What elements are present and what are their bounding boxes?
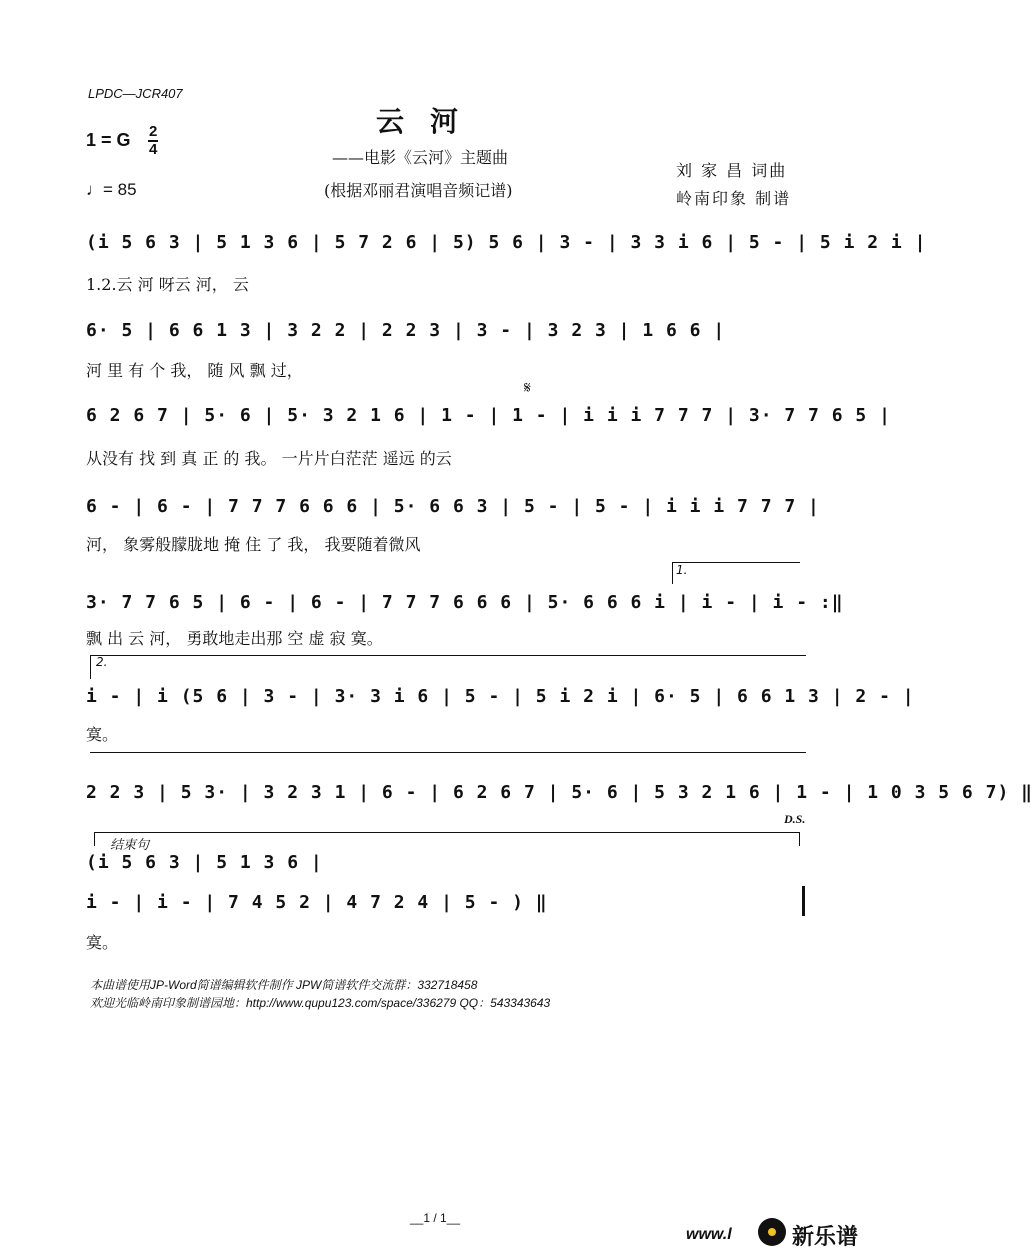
lyrics-line-4: 河， 象雾般朦胧地 掩 住 了 我， 我要随着微风 xyxy=(86,535,421,554)
arranger-credit: 岭南印象 制谱 xyxy=(676,189,792,208)
coda-bracket-left xyxy=(94,832,95,846)
volta-2-bracket-left xyxy=(90,655,91,679)
volta-2-bracket xyxy=(90,655,806,656)
notation-line-6: i - | i (5 6 | 3 - | 3· 3 i 6 | 5 - | 5 i 2 i | 6· 5 | 6 6 1 3 | 2 - | xyxy=(86,686,915,707)
volta-2-bracket-continued xyxy=(90,752,806,753)
notation-line-3: 6 2 6 7 | 5· 6 | 5· 3 2 1 6 | 1 - | 1 - | i i i 7 7 7 | 3· 7 7 6 5 | xyxy=(86,405,891,426)
notation-line-9: i - | i - | 7 4 5 2 | 4 7 2 4 | 5 - ) ‖ xyxy=(86,892,548,913)
lyrics-line-6: 寞。 xyxy=(86,725,119,744)
ds-marking: D.S. xyxy=(784,812,806,826)
lyrics-line-9: 寞。 xyxy=(86,933,119,952)
page-title: 云河 xyxy=(376,105,485,138)
coda-bracket-right xyxy=(799,832,800,846)
coda-bracket xyxy=(94,832,800,833)
watermark-url: www.l xyxy=(686,1226,732,1243)
footer-software-note: 本曲谱使用JP-Word简谱编辑软件制作 JPW简谱软件交流群：332718458 xyxy=(90,978,478,992)
lyrics-line-2: 河 里 有 个 我， 随 风 飘 过， xyxy=(86,361,303,380)
watermark-name: 新乐谱 xyxy=(792,1225,859,1250)
notation-line-2: 6· 5 | 6 6 1 3 | 3 2 2 | 2 2 3 | 3 - | 3 2 3 | 1 6 6 | xyxy=(86,320,726,341)
page-number: __1 / 1__ xyxy=(410,1211,461,1225)
coda-label: 结束句 xyxy=(110,838,150,853)
lyrics-line-5: 飘 出 云 河， 勇敢地走出那 空 虚 寂 寞。 xyxy=(86,629,383,648)
meter-bottom: 4 xyxy=(149,141,158,158)
subtitle: ——电影《云河》主题曲 xyxy=(332,148,509,167)
author-credit: 刘 家 昌 词曲 xyxy=(676,161,788,180)
tempo-marking: ♩= 85 xyxy=(86,180,137,199)
lyrics-line-1: 1.2.云 河 呀云 河， 云 xyxy=(86,275,249,294)
source-note: (根据邓丽君演唱音频记谱) xyxy=(324,181,513,200)
time-signature xyxy=(148,124,158,158)
key-signature: 1 = G xyxy=(86,130,131,150)
volta-2-label: 2. xyxy=(96,655,108,669)
notation-line-8: (i 5 6 3 | 5 1 3 6 | xyxy=(86,852,323,873)
volta-1-label: 1. xyxy=(676,563,688,577)
volta-1-bracket xyxy=(672,562,800,563)
notation-line-4: 6 - | 6 - | 7 7 7 6 6 6 | 5· 6 6 3 | 5 - | 5 - | i i i 7 7 7 | xyxy=(86,496,820,517)
volta-1-bracket-left xyxy=(672,562,673,584)
notation-line-7: 2 2 3 | 5 3· | 3 2 3 1 | 6 - | 6 2 6 7 | 5· 6 | 5 3 2 1 6 | 1 - | 1 0 3 5 6 7) ‖ xyxy=(86,782,1033,803)
meter-top: 2 xyxy=(149,123,158,140)
notation-line-5: 3· 7 7 6 5 | 6 - | 6 - | 7 7 7 6 6 6 | 5· 6 6 6 i | i - | i - :‖ xyxy=(86,592,844,613)
notation-line-1: (i 5 6 3 | 5 1 3 6 | 5 7 2 6 | 5) 5 6 | 3 - | 3 3 i 6 | 5 - | 5 i 2 i | xyxy=(86,232,927,253)
segno-sign: 𝄋 xyxy=(524,378,531,397)
final-barline xyxy=(802,886,805,916)
footer-website-note: 欢迎光临岭南印象制谱园地：http://www.qupu123.com/space/336279 QQ：543343643 xyxy=(90,996,551,1010)
score-code: LPDC—JCR407 xyxy=(88,86,183,101)
lyrics-line-3: 从没有 找 到 真 正 的 我。 一片片白茫茫 遥远 的云 xyxy=(86,449,452,468)
vinyl-record-icon xyxy=(758,1218,786,1246)
